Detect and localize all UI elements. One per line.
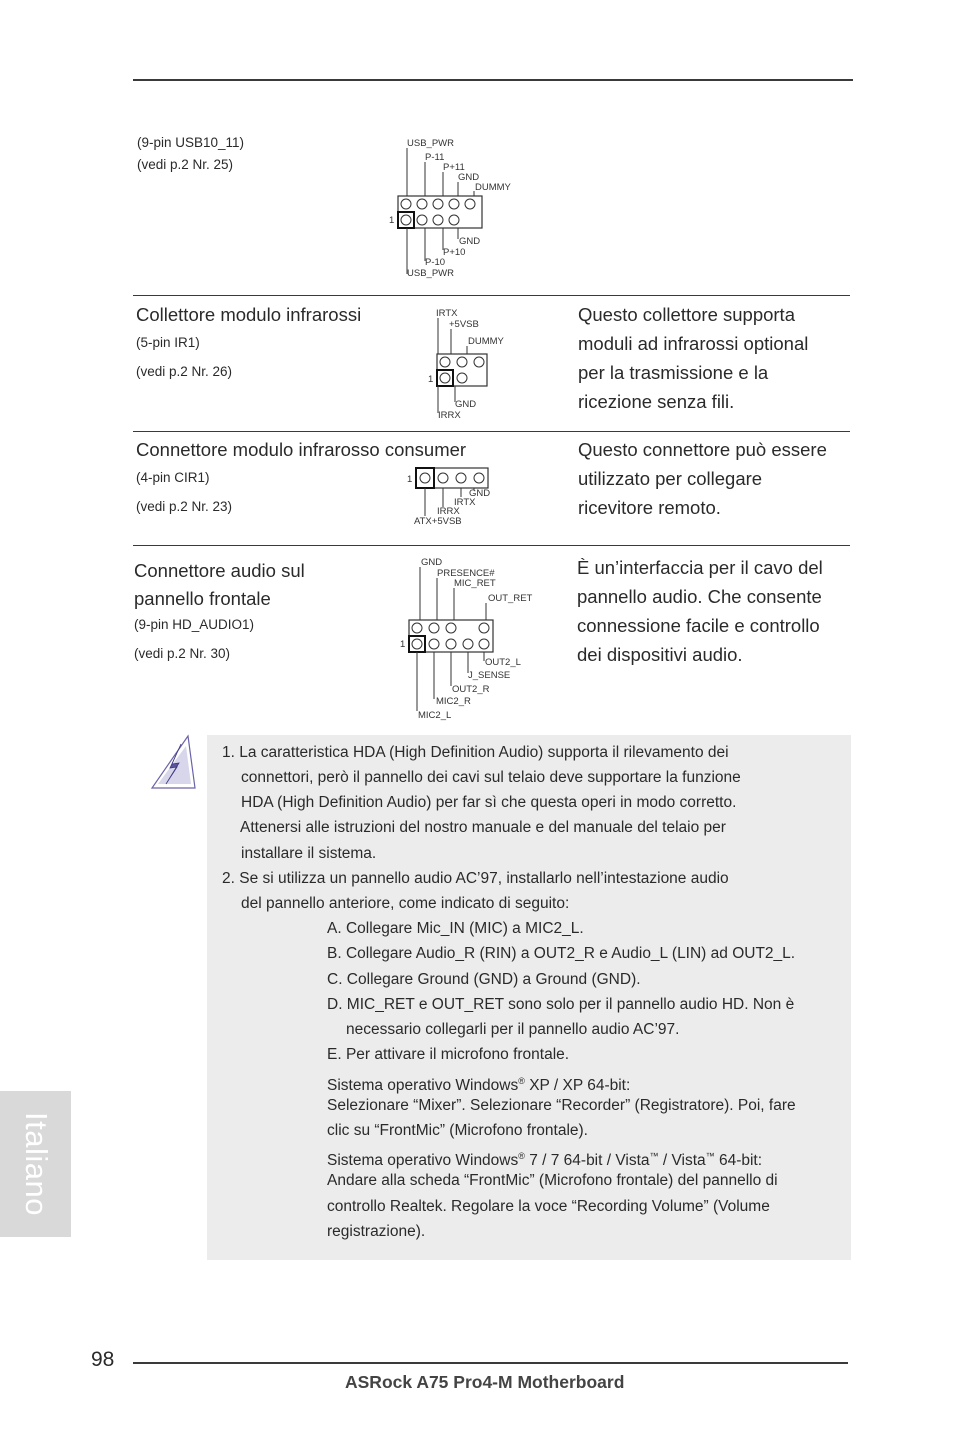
ir-header-diagram <box>425 306 535 424</box>
ir-pin-irtx: IRTX <box>436 308 458 319</box>
top-rule <box>133 79 853 81</box>
divider-3 <box>133 545 850 546</box>
cir-desc-line: ricevitore remoto. <box>578 497 721 518</box>
language-side-tab <box>0 1091 71 1237</box>
cir-desc-line: utilizzato per collegare <box>578 468 763 489</box>
ir-pin-dummy: DUMMY <box>468 336 504 347</box>
divider-2 <box>133 431 850 432</box>
ir-pin-label: (5-pin IR1) <box>136 335 200 350</box>
audio-pin-mic2-r: MIC2_R <box>436 696 471 707</box>
audio-desc-line: connessione facile e controllo <box>577 615 820 636</box>
note-line: Andare alla scheda “FrontMic” (Microfono frontale) del pannello di <box>327 1172 778 1189</box>
note-line: B. Collegare Audio_R (RIN) a OUT2_R e Audio_L (LIN) ad OUT2_L. <box>327 945 796 962</box>
ir-pin-irrx: IRRX <box>438 410 461 421</box>
usb-pin-usb-pwr-bottom: USB_PWR <box>407 268 454 279</box>
footer-rule <box>133 1362 848 1364</box>
cir-desc <box>578 435 827 522</box>
cir-desc-line: Questo connettore può essere <box>578 439 827 460</box>
ir-desc-line: ricezione senza fili. <box>578 391 735 412</box>
note-line: Selezionare “Mixer”. Selezionare “Recorder” (Registratore). Poi, fare <box>327 1097 796 1114</box>
audio-desc-line: dei dispositivi audio. <box>577 644 743 665</box>
ir-pin-5vsb: +5VSB <box>449 319 479 330</box>
cir-ref-label: (vedi p.2 Nr. 23) <box>136 499 233 514</box>
note-line: registrazione). <box>327 1223 426 1240</box>
audio-pin-out2-r: OUT2_R <box>452 684 490 695</box>
audio-title <box>134 557 305 613</box>
audio-ref-label: (vedi p.2 Nr. 30) <box>134 646 231 661</box>
cir-header-diagram <box>404 464 514 528</box>
audio-pin-label: (9-pin HD_AUDIO1) <box>134 617 255 632</box>
note-line: del pannello anteriore, come indicato di seguito: <box>241 895 570 912</box>
usb-pin-dummy: DUMMY <box>475 182 511 193</box>
usb-pin-p-plus10: P+10 <box>443 247 466 258</box>
cir-pin-1-marker: 1 <box>407 474 413 485</box>
usb-ref-label: (vedi p.2 Nr. 25) <box>137 157 234 172</box>
usb-pin-p-plus11: P+11 <box>443 162 465 173</box>
audio-pin-1-marker: 1 <box>400 639 406 650</box>
cir-title: Connettore modulo infrarosso consumer <box>136 439 467 460</box>
note-line: Sistema operativo Windows® XP / XP 64-bit: <box>327 1076 631 1095</box>
ir-desc-line: per la trasmissione e la <box>578 362 769 383</box>
usb-pin-label: (9-pin USB10_11) <box>137 135 245 150</box>
ir-pin-gnd: GND <box>455 399 477 410</box>
divider-1 <box>133 295 850 296</box>
ir-title: Collettore modulo infrarossi <box>136 304 362 325</box>
note-line: installare il sistema. <box>241 845 377 862</box>
cir-pin-irtx: IRTX <box>454 497 476 508</box>
audio-pin-out2-l: OUT2_L <box>485 657 521 668</box>
ir-desc-line: moduli ad infrarossi optional <box>578 333 809 354</box>
ir-desc-line: Questo collettore supporta <box>578 304 795 325</box>
audio-pin-presence: PRESENCE# <box>437 568 495 579</box>
usb-pin-gnd-top: GND <box>458 172 480 183</box>
note-line: necessario collegarli per il pannello audio AC’97. <box>346 1021 680 1038</box>
ir-desc <box>578 300 808 416</box>
note-line: clic su “FrontMic” (Microfono frontale). <box>327 1122 588 1139</box>
audio-pin-out-ret: OUT_RET <box>488 593 533 604</box>
audio-title-line: pannello frontale <box>134 588 271 609</box>
note-line: E. Per attivare il microfono frontale. <box>327 1046 570 1063</box>
warning-lightning-icon <box>148 732 200 792</box>
footer-title: ASRock A75 Pro4-M Motherboard <box>345 1372 625 1392</box>
audio-pin-mic2-l: MIC2_L <box>418 710 452 721</box>
cir-pin-atx5vsb: ATX+5VSB <box>414 516 462 527</box>
audio-pin-j-sense: J_SENSE <box>468 670 511 681</box>
cir-pin-gnd: GND <box>469 488 491 499</box>
audio-desc-line: pannello audio. Che consente <box>577 586 822 607</box>
note-line: Sistema operativo Windows® 7 / 7 64-bit / Vista™ / Vista™ 64-bit: <box>327 1151 763 1170</box>
note-line: A. Collegare Mic_IN (MIC) a MIC2_L. <box>327 920 584 937</box>
audio-desc <box>577 553 823 669</box>
language-label: Italiano <box>18 1112 54 1216</box>
audio-pin-gnd: GND <box>421 557 443 568</box>
audio-header-diagram <box>398 555 548 725</box>
usb-pin-usb-pwr-top: USB_PWR <box>407 138 454 149</box>
note-line: connettori, però il pannello dei cavi sul telaio deve supportare la funzione <box>241 769 741 786</box>
usb-pin-gnd-bottom: GND <box>459 236 481 247</box>
audio-desc-line: È un’interfaccia per il cavo del <box>577 557 823 578</box>
ir-ref-label: (vedi p.2 Nr. 26) <box>136 364 233 379</box>
note-line: C. Collegare Ground (GND) a Ground (GND). <box>327 971 641 988</box>
ir-pin-1-marker: 1 <box>428 374 434 385</box>
note-line: D. MIC_RET e OUT_RET sono solo per il pannello audio HD. Non è <box>327 996 795 1013</box>
usb-pin-1-marker: 1 <box>389 215 395 226</box>
usb-pin-p10: P-10 <box>425 257 446 268</box>
usb-pin-p11: P-11 <box>425 152 445 163</box>
note-line: HDA (High Definition Audio) per far sì che questa operi in modo corretto. <box>241 794 737 811</box>
page-number: 98 <box>91 1348 115 1371</box>
note-line: 2. Se si utilizza un pannello audio AC’97, installarlo nell’intestazione audio <box>222 870 729 887</box>
audio-title-line: Connettore audio sul <box>134 560 305 581</box>
cir-pin-label: (4-pin CIR1) <box>136 470 210 485</box>
audio-pin-mic-ret: MIC_RET <box>454 578 496 589</box>
cir-pin-irrx: IRRX <box>437 506 460 517</box>
usb-header-diagram <box>385 134 535 282</box>
note-line: controllo Realtek. Regolare la voce “Recording Volume” (Volume <box>327 1198 770 1215</box>
note-line: 1. La caratteristica HDA (High Definition Audio) supporta il rilevamento dei <box>222 744 729 761</box>
note-line: Attenersi alle istruzioni del nostro manuale e del manuale del telaio per <box>240 819 726 836</box>
